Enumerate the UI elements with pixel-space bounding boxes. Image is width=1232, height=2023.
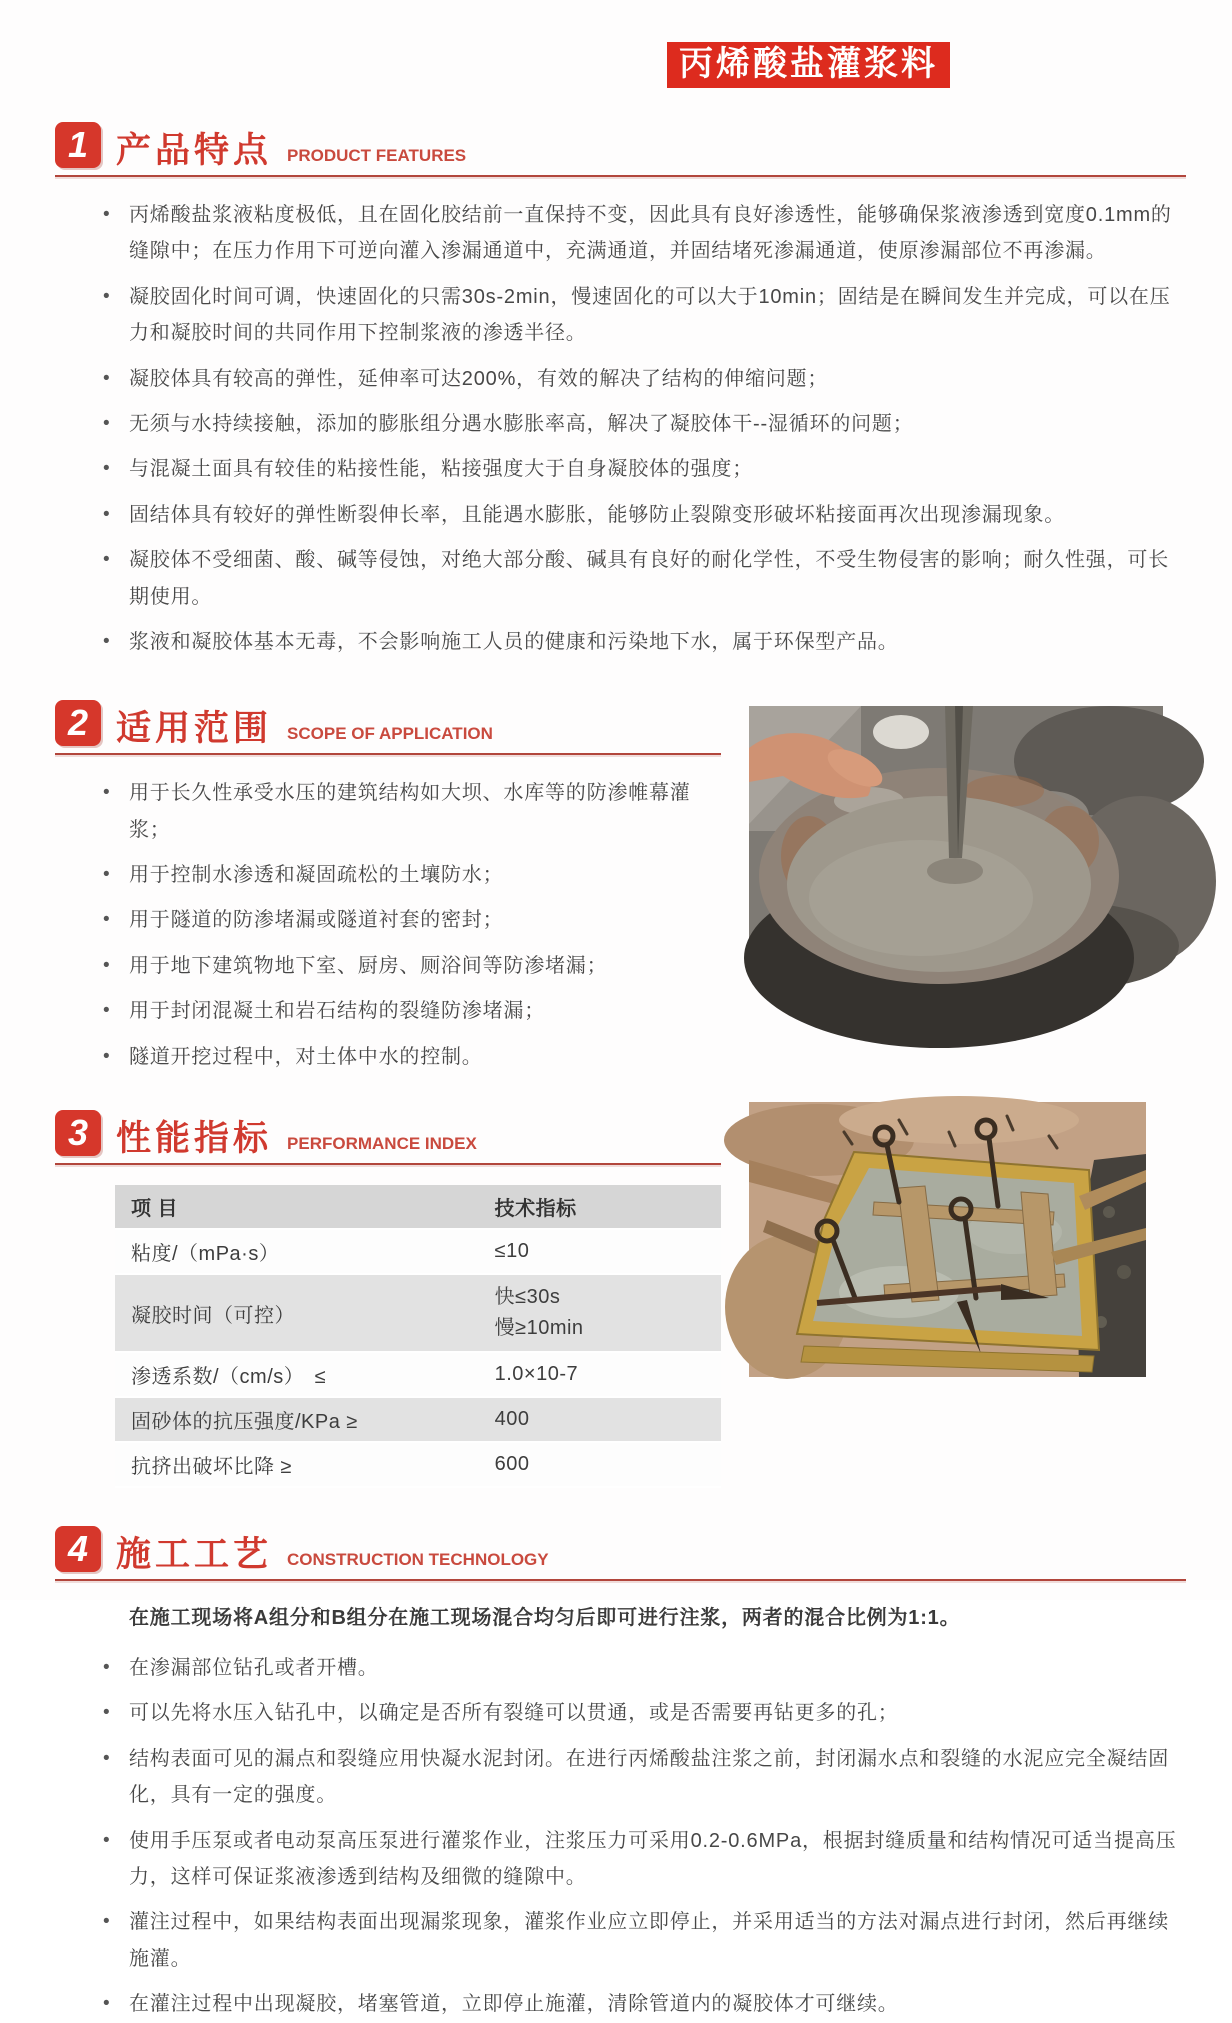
grout-formwork-photo <box>749 1102 1146 1377</box>
list-item: • 用于地下建筑物地下室、厨房、厕浴间等防渗堵漏； <box>101 948 721 984</box>
list-item: • 用于长久性承受水压的建筑结构如大坝、水库等的防渗帷幕灌浆； <box>101 775 721 848</box>
section-2-subtitle: SCOPE OF APPLICATION <box>287 724 493 744</box>
list-item: • 丙烯酸盐浆液粘度极低，且在固化胶结前一直保持不变，因此具有良好渗透性，能够确保浆液渗透到宽度0.1mm的缝隙中；在压力作用下可逆向灌入渗漏通道中，充满通道，并固结堵死渗漏通道，使原渗漏部位不再渗漏。 <box>101 197 1186 270</box>
list-item: • 用于隧道的防渗堵漏或隧道衬套的密封； <box>101 902 721 938</box>
section-3-subtitle: PERFORMANCE INDEX <box>287 1134 477 1154</box>
banner-row <box>55 42 1186 88</box>
table-header-row <box>115 1185 721 1229</box>
construction-intro: 在施工现场将A组分和B组分在施工现场混合均匀后即可进行注浆，两者的混合比例为1:1。 <box>129 1607 961 1630</box>
list-item: • 凝胶体不受细菌、酸、碱等侵蚀，对绝大部分酸、碱具有良好的耐化学性，不受生物侵害的影响；耐久性强，可长期使用。 <box>101 542 1186 615</box>
list-item: • 固结体具有较好的弹性断裂伸长率，且能遇水膨胀，能够防止裂隙变形破坏粘接面再次出现渗漏现象。 <box>101 497 1186 533</box>
section-1-subtitle: PRODUCT FEATURES <box>287 146 467 165</box>
list-item: • 在灌注过程中出现凝胶，堵塞管道，立即停止施灌，清除管道内的凝胶体才可继续。 <box>101 1986 1186 2022</box>
section-1-number-badge: 1 <box>55 122 101 168</box>
table-header-item: 项 目 <box>115 1185 479 1229</box>
list-item: • 可以先将水压入钻孔中，以确定是否所有裂缝可以贯通，或是否需要再钻更多的孔； <box>101 1695 1186 1731</box>
performance-index-table <box>115 1185 721 1488</box>
table-row: 渗透系数/（cm/s） ≤ 1.0×10-7 <box>115 1352 721 1397</box>
list-item: • 无须与水持续接触，添加的膨胀组分遇水膨胀率高，解决了凝胶体干--湿循环的问题； <box>101 406 1186 442</box>
section-3-header <box>55 1110 721 1165</box>
scope-list <box>55 775 721 1075</box>
list-item: • 用于控制水渗透和凝固疏松的土壤防水； <box>101 857 721 893</box>
section-4-subtitle: CONSTRUCTION TECHNOLOGY <box>287 1550 549 1570</box>
product-title-banner: 丙烯酸盐灌浆料 <box>667 42 950 88</box>
list-item: • 在渗漏部位钻孔或者开槽。 <box>101 1650 1186 1686</box>
table-row: 固砂体的抗压强度/KPa ≥ 400 <box>115 1397 721 1442</box>
construction-steps-list <box>55 1650 1186 2023</box>
section-1-header <box>55 122 1186 177</box>
section-performance-index <box>55 1110 1186 1488</box>
list-item: • 隧道开挖过程中，对土体中水的控制。 <box>101 1039 721 1075</box>
section-3-title: 性能指标 <box>116 1119 273 1159</box>
section-product-features <box>55 122 1186 660</box>
list-item: • 凝胶固化时间可调，快速固化的只需30s-2min，慢速固化的可以大于10min；固结是在瞬间发生并完成，可以在压力和凝胶时间的共同作用下控制浆液的渗透半径。 <box>101 279 1186 352</box>
section-4-header <box>55 1526 1186 1581</box>
section-4-number-badge: 4 <box>55 1526 101 1572</box>
table-row: 凝胶时间（可控） 快≤30s 慢≥10min <box>115 1274 721 1352</box>
product-features-list <box>55 197 1186 660</box>
list-item: • 使用手压泵或者电动泵高压泵进行灌浆作业，注浆压力可采用0.2-0.6MPa，根据封缝质量和结构情况可适当提高压力，这样可保证浆液渗透到结构及细微的缝隙中。 <box>101 1823 1186 1896</box>
list-item: • 结构表面可见的漏点和裂缝应用快凝水泥封闭。在进行丙烯酸盐注浆之前，封闭漏水点和裂缝的水泥应完全凝结固化，具有一定的强度。 <box>101 1741 1186 1814</box>
section-2-title: 适用范围 <box>116 709 273 749</box>
section-1-title: 产品特点 <box>116 131 273 170</box>
section-construction-technology <box>55 1526 1186 2023</box>
table-header-value: 技术指标 <box>479 1185 721 1229</box>
section-4-title: 施工工艺 <box>116 1535 273 1575</box>
section-2-number-badge: 2 <box>55 700 101 746</box>
list-item: • 浆液和凝胶体基本无毒，不会影响施工人员的健康和污染地下水，属于环保型产品。 <box>101 624 1186 660</box>
section-scope-of-application <box>55 700 1186 1084</box>
table-row: 粘度/（mPa·s） ≤10 <box>115 1229 721 1274</box>
slurry-mixing-photo <box>749 706 1163 959</box>
table-row: 抗挤出破坏比降 ≥ 600 <box>115 1442 721 1487</box>
list-item: • 与混凝土面具有较佳的粘接性能，粘接强度大于自身凝胶体的强度； <box>101 451 1186 487</box>
section-2-header <box>55 700 721 755</box>
list-item: • 灌注过程中，如果结构表面出现漏浆现象，灌浆作业应立即停止，并采用适当的方法对漏点进行封闭，然后再继续施灌。 <box>101 1904 1186 1977</box>
list-item: • 用于封闭混凝土和岩石结构的裂缝防渗堵漏； <box>101 993 721 1029</box>
list-item: • 凝胶体具有较高的弹性，延伸率可达200%，有效的解决了结构的伸缩问题； <box>101 361 1186 397</box>
section-3-number-badge: 3 <box>55 1110 101 1156</box>
